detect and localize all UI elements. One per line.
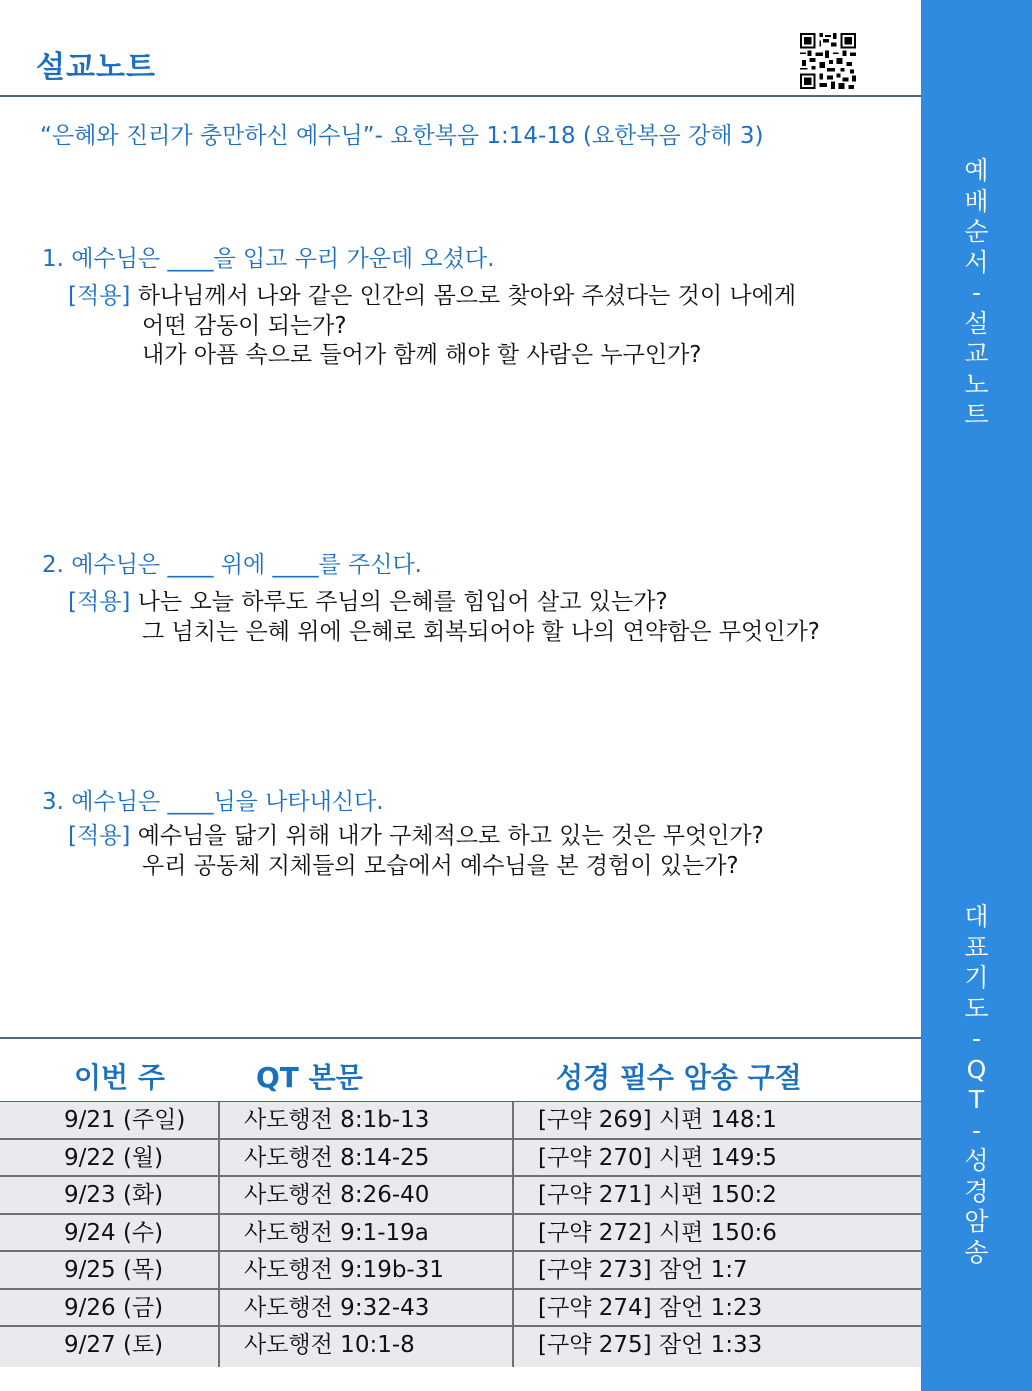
- application-line: 어떤 감동이 되는가?: [142, 312, 347, 339]
- qt-cell: 사도행전 10:1-8: [244, 1332, 415, 1358]
- verse-cell: [구약 270] 시편 149:5: [538, 1144, 777, 1171]
- day-cell: 9/26 (금): [64, 1294, 164, 1321]
- table-row: [0, 1140, 921, 1178]
- column-divider: [512, 1102, 514, 1367]
- day-cell: 9/24 (수): [64, 1219, 164, 1246]
- application-line: 내가 아픔 속으로 들어가 함께 해야 할 사람은 누구인가?: [142, 342, 702, 368]
- verse-cell: [구약 272] 시편 150:6: [538, 1219, 777, 1246]
- application-line: 예수님을 닮기 위해 내가 구체적으로 하고 있는 것은 무엇인가?: [137, 823, 764, 849]
- qr-code-icon: [800, 33, 856, 89]
- table-row: [0, 1177, 921, 1215]
- application-block: [68, 282, 796, 371]
- schedule-table: [0, 1102, 921, 1367]
- column-header-week: 이번 주: [74, 1061, 165, 1094]
- application-label: [적용]: [68, 589, 131, 615]
- day-cell: 9/22 (월): [64, 1144, 164, 1171]
- point-heading: 1. 예수님은 ____을 입고 우리 가운데 오셨다.: [42, 246, 495, 272]
- sermon-title: “은혜와 진리가 충만하신 예수님”- 요한복음 1:14-18 (요한복음 강해 3): [40, 123, 764, 149]
- day-cell: 9/25 (목): [64, 1257, 164, 1283]
- verse-cell: [구약 274] 잠언 1:23: [538, 1294, 763, 1321]
- qt-cell: 사도행전 8:14-25: [244, 1144, 430, 1171]
- application-line: 하나님께서 나와 같은 인간의 몸으로 찾아와 주셨다는 것이 나에게: [137, 283, 797, 309]
- header-divider: [0, 95, 921, 97]
- column-divider: [218, 1102, 220, 1367]
- qt-cell: 사도행전 8:1b-13: [244, 1107, 430, 1133]
- sidebar-label-upper: 예 배 순 서 - 설 교 노 트: [964, 156, 989, 429]
- application-block: [68, 588, 820, 647]
- application-line: 우리 공동체 지체들의 모습에서 예수님을 본 경험이 있는가?: [142, 852, 739, 879]
- day-cell: 9/23 (화): [64, 1182, 164, 1208]
- verse-cell: [구약 273] 잠언 1:7: [538, 1257, 748, 1283]
- table-row: [0, 1102, 921, 1140]
- application-label: [적용]: [68, 823, 131, 849]
- sidebar: [921, 0, 1032, 1391]
- table-row: [0, 1327, 921, 1365]
- table-top-divider: [0, 1037, 921, 1039]
- day-cell: 9/27 (토): [64, 1332, 164, 1358]
- qt-cell: 사도행전 9:19b-31: [244, 1257, 444, 1283]
- sidebar-label-lower: 대 표 기 도 - Q T - 성 경 암 송: [964, 902, 989, 1267]
- application-line: 그 넘치는 은혜 위에 은혜로 회복되어야 할 나의 연약함은 무엇인가?: [142, 618, 820, 645]
- table-row: [0, 1290, 921, 1328]
- page-title: 설교노트: [36, 50, 156, 85]
- verse-cell: [구약 271] 시편 150:2: [538, 1182, 777, 1208]
- application-block: [68, 822, 764, 881]
- column-header-qt: QT 본문: [256, 1061, 363, 1094]
- point-heading: 2. 예수님은 ____ 위에 ____를 주신다.: [42, 552, 422, 578]
- table-row: [0, 1252, 921, 1290]
- application-label: [적용]: [68, 283, 131, 309]
- column-header-verse: 성경 필수 암송 구절: [556, 1061, 802, 1094]
- table-row: [0, 1215, 921, 1253]
- qt-cell: 사도행전 9:32-43: [244, 1294, 430, 1321]
- point-heading: 3. 예수님은 ____님을 나타내신다.: [42, 789, 384, 815]
- verse-cell: [구약 269] 시편 148:1: [538, 1107, 777, 1133]
- application-line: 나는 오늘 하루도 주님의 은혜를 힘입어 살고 있는가?: [137, 589, 668, 615]
- verse-cell: [구약 275] 잠언 1:33: [538, 1332, 763, 1358]
- qt-cell: 사도행전 8:26-40: [244, 1182, 430, 1208]
- qt-cell: 사도행전 9:1-19a: [244, 1219, 429, 1246]
- day-cell: 9/21 (주일): [64, 1107, 186, 1133]
